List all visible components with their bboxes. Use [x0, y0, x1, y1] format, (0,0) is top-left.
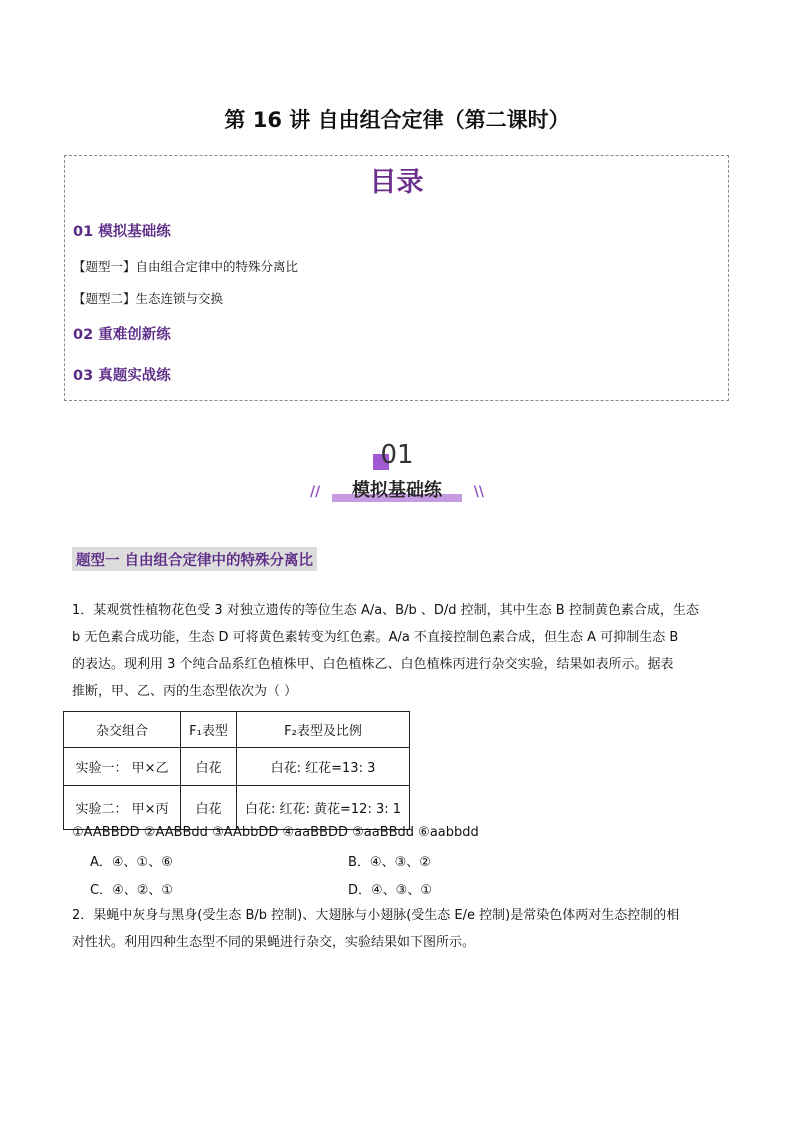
toc-heading: 目录 — [369, 167, 424, 198]
table-cell: 实验一： 甲×乙 — [64, 748, 181, 786]
question-1-stem — [72, 597, 724, 705]
page-title: 第 16 讲 自由组合定律（第二课时） — [224, 108, 570, 132]
table-cell: 白花 — [181, 748, 237, 786]
table-header-row — [64, 712, 410, 748]
cross-results-table — [63, 711, 410, 830]
question-2-line: 对性状。利用四种生态型不同的果蝇进行杂交，实验结果如下图所示。 — [72, 935, 476, 950]
choice-a[interactable]: A．④、①、⑥ — [90, 855, 173, 870]
question-1-line: 的表达。现利用 3 个纯合品系红色植株甲、白色植株乙、白色植株丙进行杂交实验，结果如表所示。据表 — [72, 657, 674, 672]
section-number-badge — [0, 440, 794, 470]
toc-item-section-01[interactable]: 01 模拟基础练 — [73, 224, 171, 240]
table-cell: 白花 — [181, 786, 237, 830]
toc-item-type-2[interactable]: 【题型二】生态连锁与交换 — [73, 291, 224, 306]
table-row — [64, 786, 410, 830]
table-cell: 实验二： 甲×丙 — [64, 786, 181, 830]
choice-c[interactable]: C．④、②、① — [90, 883, 174, 898]
section-number: 01 — [380, 440, 414, 470]
section-name-banner — [310, 476, 484, 504]
table-cell: 白花: 红花: 黄花=12: 3: 1 — [237, 786, 410, 830]
question-type-heading: 题型一 自由组合定律中的特殊分离比 — [72, 547, 317, 571]
question-2-stem — [72, 902, 724, 956]
slash-right-decoration: \\ — [473, 484, 484, 500]
section-name: 模拟基础练 — [352, 480, 442, 501]
choice-b[interactable]: B．④、③、② — [348, 855, 431, 870]
question-1-line: b 无色素合成功能，生态 D 可将黄色素转变为红色素。A/a 不直接控制色素合成，但生态 A 可抑制生态 B — [72, 630, 679, 645]
table-cell: 白花: 红花=13: 3 — [237, 748, 410, 786]
choice-d[interactable]: D．④、③、① — [348, 883, 432, 898]
genotype-options: ①AABBDD ②AABBdd ③AAbbDD ④aaBBDD ⑤aaBBdd ⑥aabbdd — [72, 825, 479, 840]
table-row — [64, 748, 410, 786]
table-header-cell: F₂表型及比例 — [237, 712, 410, 748]
toc-item-section-02[interactable]: 02 重难创新练 — [73, 327, 171, 343]
table-header-cell: F₁表型 — [181, 712, 237, 748]
table-header-cell: 杂交组合 — [64, 712, 181, 748]
question-1-line: 推断，甲、乙、丙的生态型依次为（ ） — [72, 684, 298, 699]
table-of-contents — [64, 155, 729, 401]
toc-item-type-1[interactable]: 【题型一】自由组合定律中的特殊分离比 — [73, 259, 299, 274]
question-2-line: 2．果蝇中灰身与黑身(受生态 B/b 控制)、大翅脉与小翅脉(受生态 E/e 控制)是常染色体两对生态控制的相 — [72, 908, 680, 923]
toc-item-section-03[interactable]: 03 真题实战练 — [73, 368, 171, 384]
question-1-line: 1．某观赏性植物花色受 3 对独立遗传的等位生态 A/a、B/b 、D/d 控制，其中生态 B 控制黄色素合成，生态 — [72, 603, 699, 618]
slash-left-decoration: // — [310, 484, 321, 500]
